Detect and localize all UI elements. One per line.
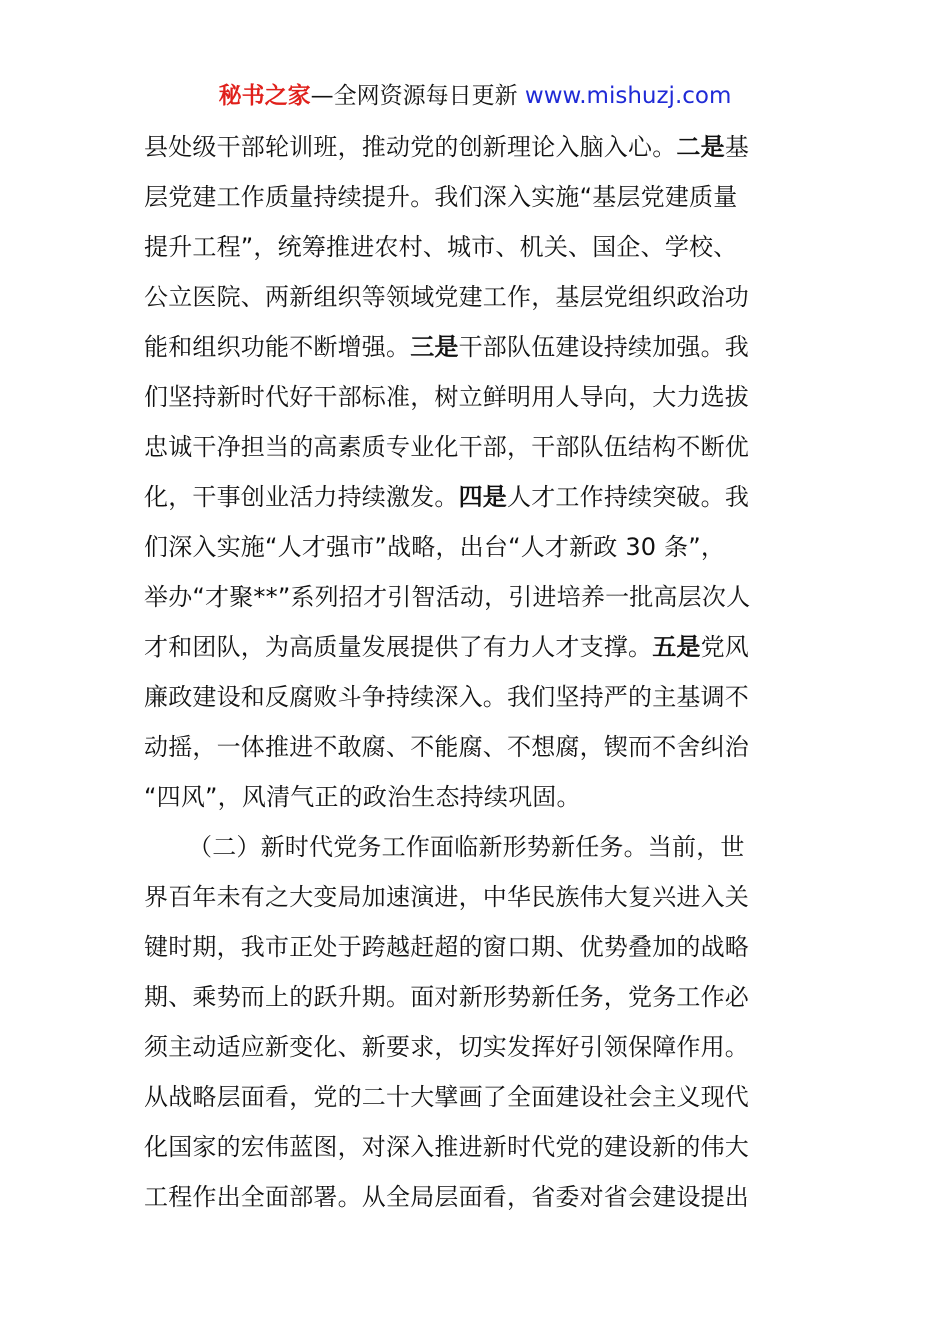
bold-text-segment: 三是 (410, 333, 459, 361)
text-line (144, 1022, 814, 1072)
text-segment: 键时期，我市正处于跨越赶超的窗口期、优势叠加的战略 (144, 933, 749, 961)
text-segment: 才和团队，为高质量发展提供了有力人才支撑。 (144, 633, 653, 661)
text-segment: （二）新时代党务工作面临新形势新任务。当前，世 (188, 833, 745, 861)
text-line (144, 572, 814, 622)
text-line (144, 922, 814, 972)
text-segment: 人才工作持续突破。我 (507, 483, 750, 511)
text-line (144, 272, 814, 322)
text-line (144, 372, 814, 422)
header-tagline: —全网资源每日更新 (310, 83, 525, 109)
text-line (144, 622, 814, 672)
text-line (144, 472, 814, 522)
text-line (144, 722, 814, 772)
text-line (144, 422, 814, 472)
text-segment: 期、乘势而上的跃升期。面对新形势新任务，党务工作必 (144, 983, 749, 1011)
text-segment: 工程作出全面部署。从全局层面看，省委对省会建设提出 (144, 1183, 749, 1211)
text-line (144, 1072, 814, 1122)
text-segment: 公立医院、两新组织等领域党建工作，基层党组织政治功 (144, 283, 749, 311)
text-line (144, 172, 814, 222)
text-line (144, 222, 814, 272)
text-segment: 须主动适应新变化、新要求，切实发挥好引领保障作用。 (144, 1033, 749, 1061)
text-line (144, 672, 814, 722)
text-segment: 层党建工作质量持续提升。我们深入实施“基层党建质量 (144, 183, 738, 211)
text-segment: 们深入实施“人才强市”战略，出台“人才新政 30 条”， (144, 533, 726, 561)
text-line (144, 522, 814, 572)
text-line (144, 322, 814, 372)
text-segment: 党风 (700, 633, 750, 661)
site-url[interactable]: www.mishuzj.com (524, 83, 732, 109)
bold-text-segment: 二是 (676, 133, 725, 161)
text-segment: 们坚持新时代好干部标准，树立鲜明用人导向，大力选拔 (144, 383, 749, 411)
text-segment: 动摇，一体推进不敢腐、不能腐、不想腐，锲而不舍纠治 (144, 733, 749, 761)
text-segment: 提升工程”，统筹推进农村、城市、机关、国企、学校、 (144, 233, 738, 261)
brand-name: 秘书之家 (218, 83, 311, 109)
text-line (144, 822, 814, 872)
text-segment: “四风”，风清气正的政治生态持续巩固。 (144, 783, 581, 811)
text-line (144, 1172, 814, 1222)
text-line (144, 872, 814, 922)
text-segment: 干部队伍建设持续加强。我 (458, 333, 750, 361)
text-segment: 界百年未有之大变局加速演进，中华民族伟大复兴进入关 (144, 883, 749, 911)
text-segment: 廉政建设和反腐败斗争持续深入。我们坚持严的主基调不 (144, 683, 749, 711)
text-segment: 县处级干部轮训班，推动党的创新理论入脑入心。 (144, 133, 677, 161)
text-segment: 基 (724, 133, 750, 161)
text-segment: 能和组织功能不断增强。 (144, 333, 411, 361)
bold-text-segment: 五是 (652, 633, 701, 661)
text-line (144, 772, 814, 822)
text-segment: 化国家的宏伟蓝图，对深入推进新时代党的建设新的伟大 (144, 1133, 749, 1161)
text-line (144, 972, 814, 1022)
text-segment: 从战略层面看，党的二十大擘画了全面建设社会主义现代 (144, 1083, 749, 1111)
page-header (0, 80, 950, 112)
bold-text-segment: 四是 (458, 483, 508, 511)
text-segment: 化，干事创业活力持续激发。 (144, 483, 459, 511)
text-segment: 忠诚干净担当的高素质专业化干部，干部队伍结构不断优 (144, 433, 749, 461)
text-line (144, 1122, 814, 1172)
document-body (144, 122, 814, 1222)
text-segment: 举办“才聚**”系列招才引智活动，引进培养一批高层次人 (144, 583, 751, 611)
text-line (144, 122, 814, 172)
